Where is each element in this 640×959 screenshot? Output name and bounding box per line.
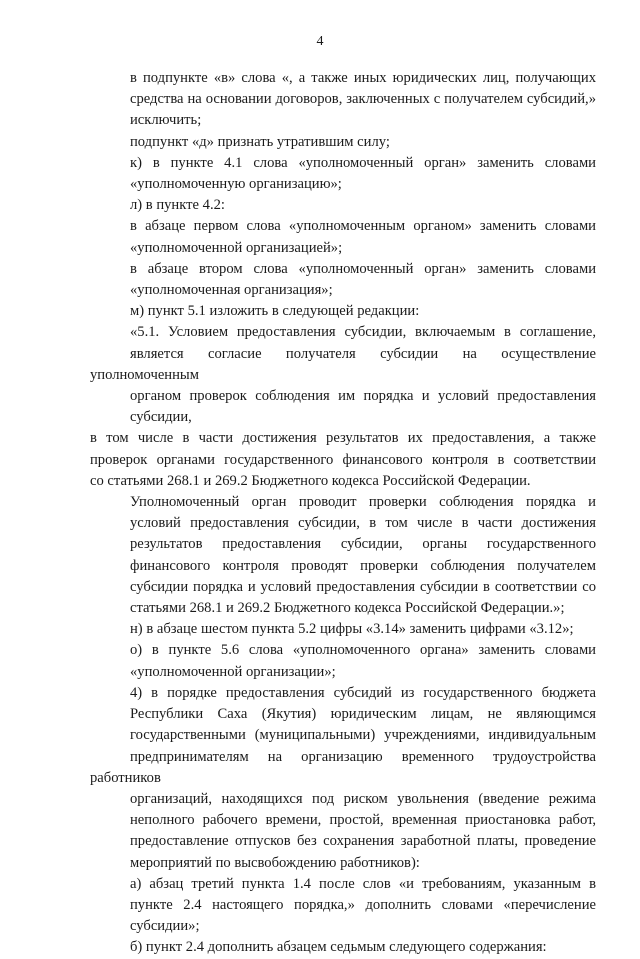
text-line: предпринимателям на организацию временного трудоустройства работников [90,748,596,786]
text-line: 4) в порядке предоставления субсидий из государственного бюджета [130,684,596,701]
paragraph [90,322,596,428]
text-line: а) абзац третий пункта 1.4 после слов «и требованиям, указанным в [130,875,596,892]
text-line: неполного рабочего времени, простой, временная приостановка работ, [130,812,596,829]
text-line: б) пункт 2.4 дополнить абзацем седьмым следующего содержания: [130,939,547,956]
paragraph [90,874,596,938]
text-line: государственными (муниципальными) учреждениями, индивидуальным [130,727,596,744]
text-line: исключить; [130,112,202,129]
text-line: субсидии»; [130,918,200,935]
text-line: условий предоставления субсидии, в том числе в части достижения [130,515,596,532]
text-line: подпункт «д» признать утратившим силу; [130,133,390,150]
paragraph [90,619,596,640]
paragraph [90,492,596,619]
text-line: н) в абзаце шестом пункта 5.2 цифры «3.14» заменить цифрами «3.12»; [130,621,574,638]
text-line: является согласие получателя субсидии на осуществление уполномоченным [90,345,596,383]
text-line: пункте 2.4 настоящего порядка,» дополнить словами «перечисление [130,896,596,913]
text-line: в абзаце втором слова «уполномоченный орган» заменить словами [130,260,596,277]
text-line: в подпункте «в» слова «, а также иных юридических лиц, получающих [130,70,596,86]
text-line: финансового контроля проводят проверки соблюдения получателем [130,557,596,574]
text-line: Республики Саха (Якутия) юридическим лицам, не являющимся [130,706,596,723]
text-line: результатов предоставления субсидии, органы государственного [130,536,596,553]
text-line: л) в пункте 4.2: [130,197,225,214]
text-line: субсидии, [130,409,192,426]
paragraph [90,937,596,958]
text-line: органом проверок соблюдения им порядка и условий предоставления [130,388,596,405]
text-line: «уполномоченная организация»; [130,282,333,299]
text-line: мероприятий по высвобождению работников): [130,854,420,871]
document-body [90,68,596,959]
text-line: «5.1. Условием предоставления субсидии, включаемым в соглашение, [130,324,596,341]
paragraph [90,153,596,195]
text-line: Уполномоченный орган проводит проверки соблюдения порядка и [130,494,596,511]
text-line: «уполномоченной организации»; [130,663,336,680]
paragraph [90,683,596,874]
paragraph [90,301,596,322]
text-line: субсидии порядка и условий предоставления субсидии в соответствии со [130,578,596,595]
paragraph [90,68,596,132]
text-line: м) пункт 5.1 изложить в следующей редакции: [130,303,420,320]
text-line: со статьями 268.1 и 269.2 Бюджетного кодекса Российской Федерации. [90,472,531,489]
text-line: предоставление отпусков без сохранения заработной платы, проведение [130,833,596,850]
paragraph [90,428,596,492]
text-line: проверок органами государственного финансового контроля в соответствии [90,451,596,468]
page-number: 4 [316,34,324,49]
text-line: к) в пункте 4.1 слова «уполномоченный орган» заменить словами [130,154,596,171]
text-line: в абзаце первом слова «уполномоченным органом» заменить словами [130,218,596,235]
text-line: организаций, находящихся под риском увольнения (введение режима [130,790,596,807]
paragraph [90,259,596,301]
text-line: о) в пункте 5.6 слова «уполномоченного органа» заменить словами [130,642,596,659]
paragraph [90,195,596,216]
text-line: «уполномоченную организацию»; [130,176,342,193]
paragraph [90,640,596,682]
text-line: «уполномоченной организацией»; [130,239,343,256]
paragraph [90,132,596,153]
text-line: в том числе в части достижения результатов их предоставления, а также [90,430,596,447]
text-line: статьями 268.1 и 269.2 Бюджетного кодекса Российской Федерации.»; [130,600,565,617]
text-line: средства на основании договоров, заключенных с получателем субсидий,» [130,91,596,108]
paragraph [90,216,596,258]
